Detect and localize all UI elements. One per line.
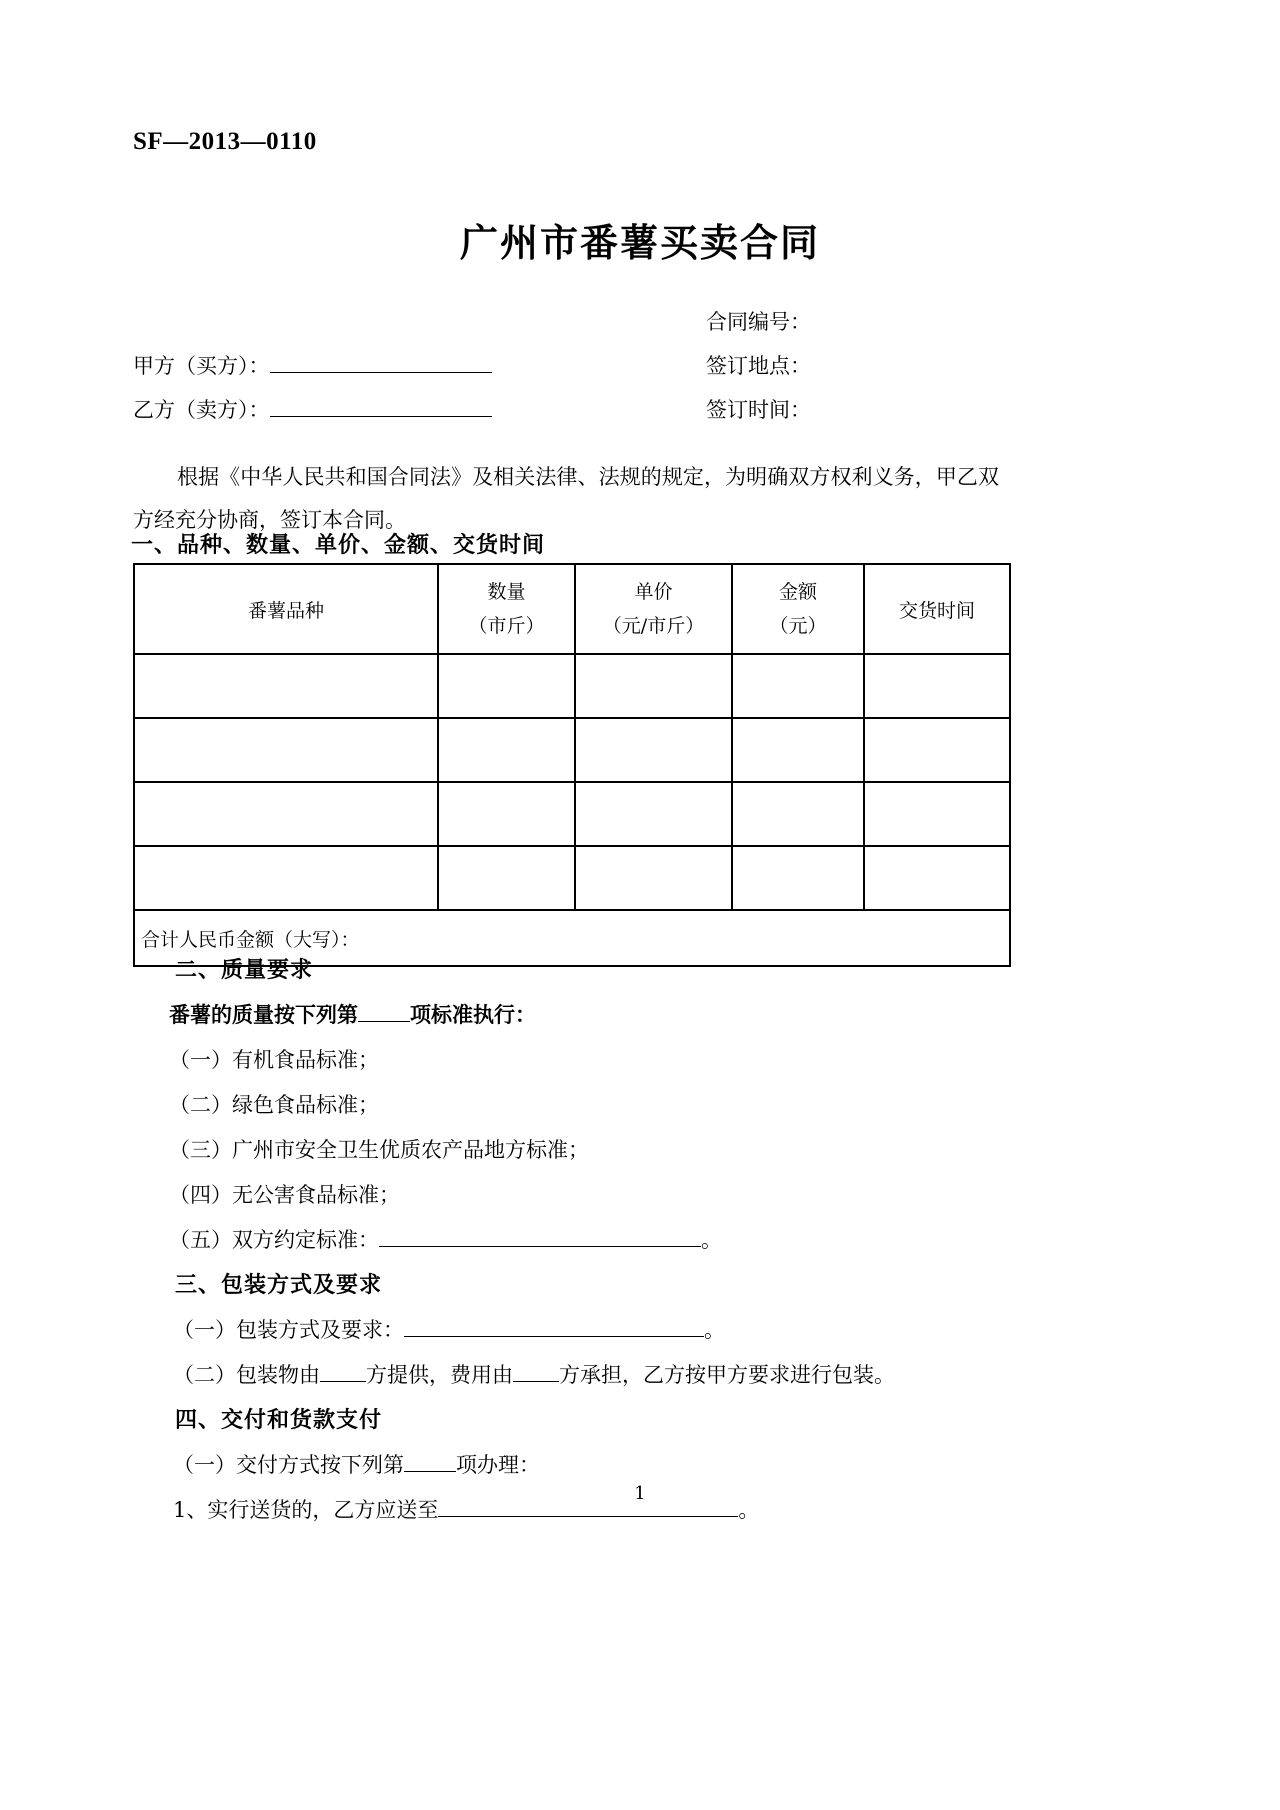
packaging-item-2-part3: 方承担，乙方按甲方要求进行包装。	[559, 1363, 895, 1387]
clauses-block	[133, 948, 1013, 1533]
section-3-heading: 三、包装方式及要求	[175, 1273, 383, 1298]
delivery-address-input[interactable]	[438, 1516, 738, 1517]
delivery-item-2-after: 。	[738, 1498, 760, 1522]
goods-table-header-row	[134, 564, 1010, 654]
contract-meta-block	[133, 300, 999, 420]
document-code: SF—2013—0110	[133, 128, 317, 155]
cell-variety[interactable]	[134, 846, 438, 910]
header-unit-price-main: 单价	[634, 581, 673, 603]
header-unit-price-unit: （元/市斤）	[602, 615, 705, 637]
cell-variety[interactable]	[134, 718, 438, 782]
party-b-row	[133, 388, 653, 432]
header-quantity-main: 数量	[487, 581, 526, 603]
goods-table-body	[134, 654, 1010, 966]
cell-quantity[interactable]	[438, 718, 575, 782]
cell-quantity[interactable]	[438, 782, 575, 846]
section-4-heading: 四、交付和货款支付	[175, 1408, 383, 1433]
header-amount-unit: （元）	[769, 615, 827, 637]
packaging-item-2-part1: （二）包装物由	[173, 1363, 320, 1387]
quality-item-5-before: （五）双方约定标准：	[169, 1228, 379, 1252]
section-2-heading: 二、质量要求	[175, 958, 314, 983]
agreed-standard-input[interactable]	[379, 1246, 701, 1247]
cell-unit-price[interactable]	[575, 782, 732, 846]
delivery-item-1-after: 项办理：	[456, 1453, 540, 1477]
header-variety-main: 番薯品种	[247, 599, 324, 622]
section-2-lead	[133, 993, 1013, 1038]
section-2-lead-after: 项标准执行：	[410, 1003, 536, 1027]
cell-delivery-time[interactable]	[864, 846, 1010, 910]
cell-unit-price[interactable]	[575, 846, 732, 910]
header-quantity-unit: （市斤）	[468, 615, 545, 637]
section-1-heading: 一、品种、数量、单价、金额、交货时间	[131, 533, 546, 558]
header-amount-main: 金额	[778, 581, 817, 603]
cell-quantity[interactable]	[438, 654, 575, 718]
cell-variety[interactable]	[134, 654, 438, 718]
packaging-item-1-before: （一）包装方式及要求：	[173, 1318, 404, 1342]
contract-number-label: 合同编号：	[706, 310, 811, 334]
packaging-item-2	[133, 1353, 1013, 1398]
quality-standard-input[interactable]	[358, 1021, 410, 1022]
table-row	[134, 846, 1010, 910]
party-b-label: 乙方（卖方）：	[133, 398, 270, 422]
packaging-cost-bearer-input[interactable]	[513, 1381, 559, 1382]
sign-time-label: 签订时间：	[706, 398, 811, 422]
sign-place-label: 签订地点：	[706, 354, 811, 378]
party-a-label: 甲方（买方）：	[133, 354, 270, 378]
cell-unit-price[interactable]	[575, 718, 732, 782]
quality-item-5-after: 。	[701, 1228, 722, 1252]
packaging-provider-input[interactable]	[320, 1381, 366, 1382]
cell-unit-price[interactable]	[575, 654, 732, 718]
party-b-input[interactable]	[270, 416, 492, 417]
packaging-method-input[interactable]	[404, 1336, 704, 1337]
delivery-item-1	[133, 1443, 1013, 1488]
cell-amount[interactable]	[732, 718, 864, 782]
intro-paragraph: 根据《中华人民共和国合同法》及相关法律、法规的规定，为明确双方权利义务，甲乙双方经充分协商，签订本合同。	[133, 465, 999, 532]
quality-item-4: （四）无公害食品标准；	[169, 1183, 400, 1207]
header-cell-unit-price	[575, 564, 732, 654]
table-row	[134, 654, 1010, 718]
party-a-row	[133, 344, 653, 388]
header-delivery-time-main: 交货时间	[898, 599, 975, 622]
cell-delivery-time[interactable]	[864, 654, 1010, 718]
table-row	[134, 718, 1010, 782]
cell-quantity[interactable]	[438, 846, 575, 910]
cell-delivery-time[interactable]	[864, 782, 1010, 846]
cell-delivery-time[interactable]	[864, 718, 1010, 782]
party-a-input[interactable]	[270, 372, 492, 373]
section-2-lead-before: 番薯的质量按下列第	[169, 1003, 358, 1027]
delivery-item-1-before: （一）交付方式按下列第	[173, 1453, 404, 1477]
cell-amount[interactable]	[732, 782, 864, 846]
page-title: 广州市番薯买卖合同	[459, 221, 820, 265]
delivery-method-input[interactable]	[404, 1471, 456, 1472]
goods-table	[133, 563, 1011, 967]
header-cell-variety	[134, 564, 438, 654]
total-amount-label[interactable]: 合计人民币金额（大写）：	[134, 910, 1010, 966]
quality-item-1: （一）有机食品标准；	[169, 1048, 379, 1072]
contract-meta-left	[133, 344, 653, 432]
delivery-item-2-before: 1、实行送货的，乙方应送至	[173, 1498, 439, 1522]
cell-variety[interactable]	[134, 782, 438, 846]
goods-table-head	[134, 564, 1010, 654]
quality-item-2: （二）绿色食品标准；	[169, 1093, 379, 1117]
packaging-item-2-part2: 方提供，费用由	[366, 1363, 513, 1387]
cell-amount[interactable]	[732, 654, 864, 718]
header-cell-delivery-time	[864, 564, 1010, 654]
header-cell-amount	[732, 564, 864, 654]
contract-meta-right	[706, 300, 1006, 432]
quality-item-5	[133, 1218, 1013, 1263]
packaging-item-1-after: 。	[704, 1318, 725, 1342]
packaging-item-1	[133, 1308, 1013, 1353]
table-row	[134, 782, 1010, 846]
quality-item-3: （三）广州市安全卫生优质农产品地方标准；	[169, 1138, 589, 1162]
header-cell-quantity	[438, 564, 575, 654]
page-number: 1	[634, 1483, 646, 1504]
cell-amount[interactable]	[732, 846, 864, 910]
